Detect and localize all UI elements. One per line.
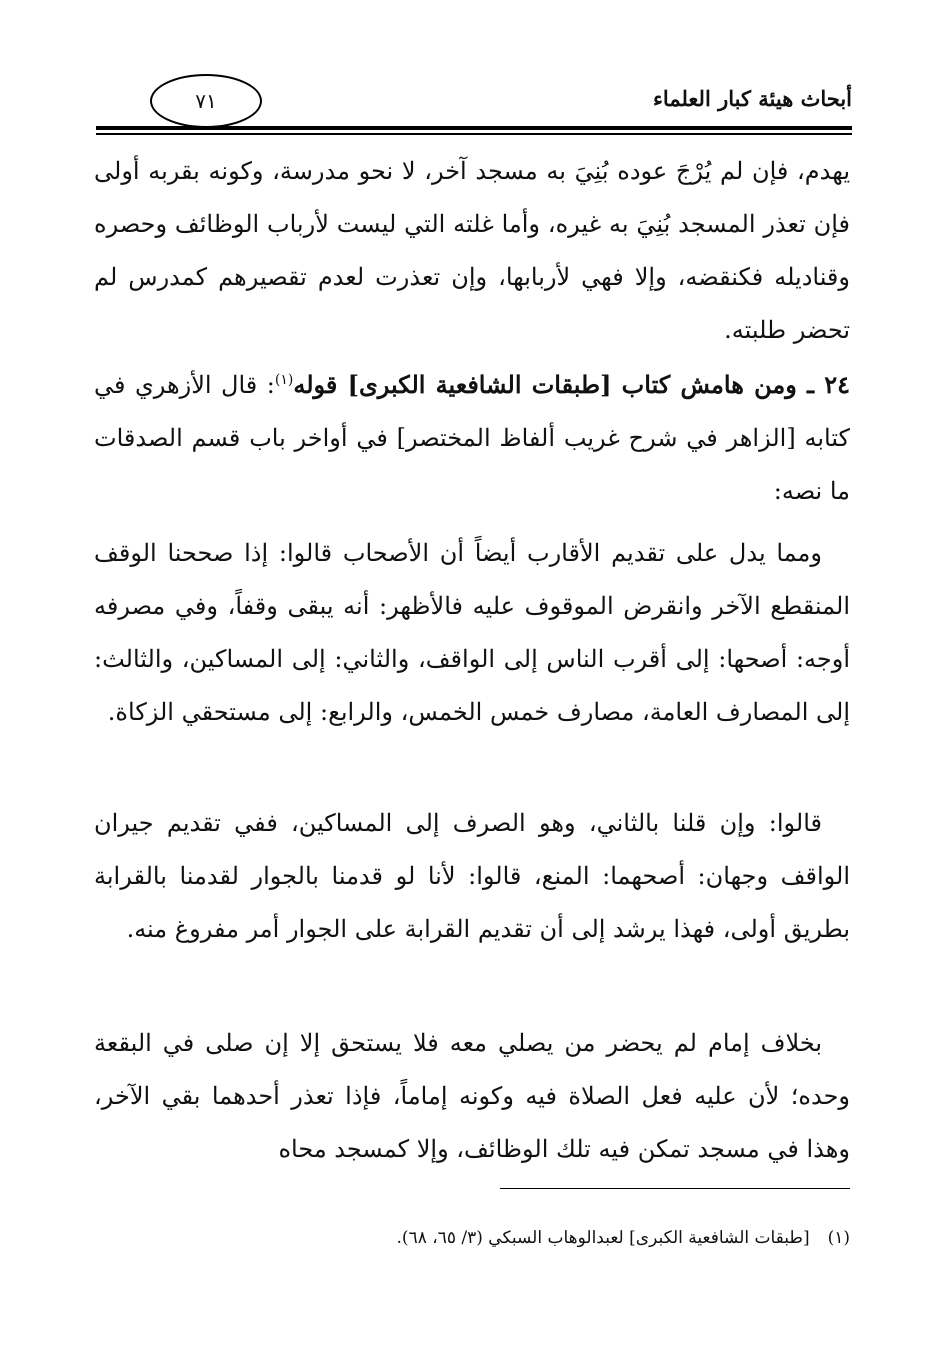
paragraph-5: بخلاف إمام لم يحضر من يصلي معه فلا يستحق إلا إن صلى في البقعة وحده؛ لأن عليه فعل الصلاة فيه وكونه إماماً، فإذا تعذر أحدهما بقي الآخر، وهذا في مسجد تمكن فيه تلك الوظائف، وإلا كمسجد محاه (94, 1029, 850, 1163)
footnote-separator (500, 1188, 850, 1189)
paragraph-2 (94, 358, 850, 518)
footnote-number: (١) (827, 1228, 850, 1248)
page-number-oval (150, 74, 262, 128)
paragraph-2-text: : قال الأزهري في كتابه [الزاهر في شرح غريب ألفاظ المختصر] في أواخر باب قسم الصدقات ما نصه: (94, 371, 850, 505)
header-rule-thin (96, 133, 852, 135)
page-number: ٧١ (195, 89, 217, 113)
footnote (397, 1228, 850, 1248)
paragraph-3: ومما يدل على تقديم الأقارب أيضاً أن الأصحاب قالوا: إذا صححنا الوقف المنقطع الآخر وانقرض الموقوف عليه فالأظهر: أنه يبقى وقفاً، وفي مصرفه أوجه: أصحها: إلى أقرب الناس إلى الواقف، والثاني: إلى المساكين، والثالث: إلى المصارف العامة، مصارف خمس الخمس، والرابع: إلى مستحقي الزكاة. (94, 539, 850, 726)
paragraph-1: يهدم، فإن لم يُرْجَ عوده بُنِيَ به مسجد آخر، لا نحو مدرسة، وكونه بقربه أولى فإن تعذر المسجد بُنِيَ به غيره، وأما غلته التي ليست لأرباب الوظائف وحصره وقناديله فكنقضه، وإلا فهي لأربابها، وإن تعذرت لعدم تقصيرهم كمدرس لم تحضر طلبته. (94, 157, 850, 344)
paragraph-4: قالوا: وإن قلنا بالثاني، وهو الصرف إلى المساكين، ففي تقديم جيران الواقف وجهان: أصحهما: المنع، قالوا: لأنا لو قدمنا بالجوار لقدمنا بالقرابة بطريق أولى، فهذا يرشد إلى أن تقديم القرابة على الجوار أمر مفروغ منه. (94, 809, 850, 943)
footnote-text: [طبقات الشافعية الكبرى] لعبدالوهاب السبكي (٣/ ٦٥، ٦٨). (396, 1228, 810, 1248)
footnote-reference[interactable]: (١) (274, 372, 294, 388)
running-header-title: أبحاث هيئة كبار العلماء (653, 86, 852, 111)
section-heading: ٢٤ ـ ومن هامش كتاب [طبقات الشافعية الكبرى] قوله (293, 370, 850, 399)
